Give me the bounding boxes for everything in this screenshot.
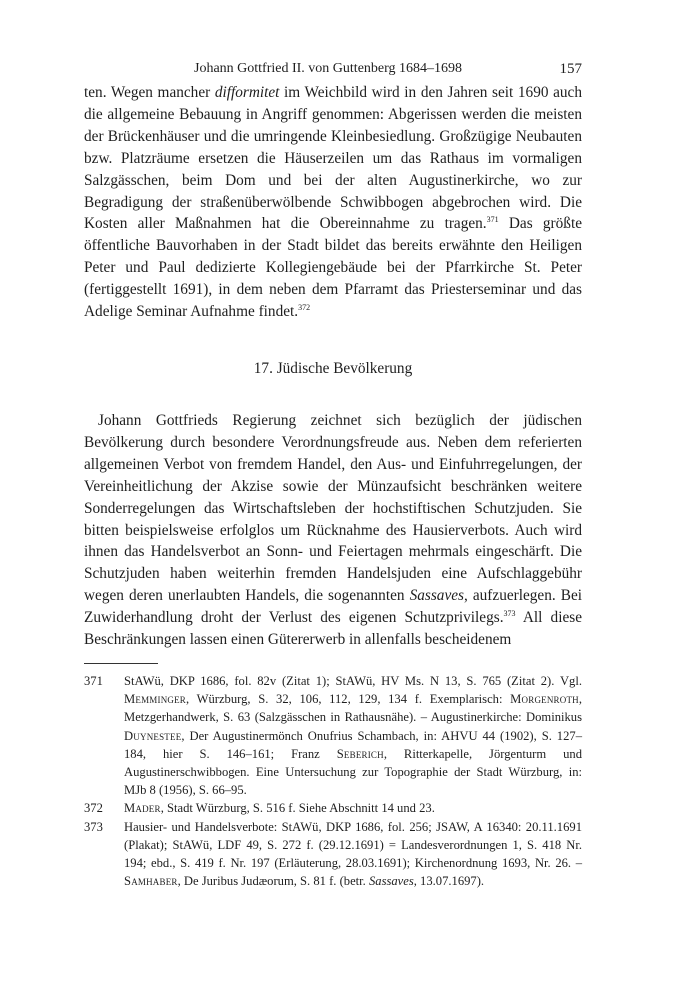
footnote-number: 373 (84, 819, 103, 834)
footnote-number: 372 (84, 801, 103, 816)
author-name: Memminger (124, 692, 186, 707)
footnote-text: Hausier- und Handelsverbote: StAWü, DKP 1686, fol. 256; JSAW, A 16340: 20.11.1691 (Plakat); StAWü, LDF 49, S. 272 f. (29.12.1691) = Landesverordnungen 1, S. 418 Nr. 194; ebd., S. 419 f. Nr. 197 (Erläuterung, 28.03.1691); Kirchenordnung 1693, Nr. 26. – (124, 819, 582, 870)
footnote-text: , Metzgerhandwerk, S. 63 (Salzgässchen in Rathausnähe). – Augustinerkirche: Dominikus (124, 692, 582, 725)
author-name: Mader (124, 801, 161, 816)
footnote-divider (84, 663, 158, 664)
page-number: 157 (559, 61, 582, 77)
footnote-text: , De Juribus Judæorum, S. 81 f. (betr. (177, 874, 369, 889)
running-title: Johann Gottfried II. von Guttenberg 1684–1698 (194, 61, 463, 76)
section-paragraph (84, 410, 582, 651)
running-header (84, 56, 582, 82)
author-name: Morgenroth (510, 692, 579, 707)
section-heading: 17. Jüdische Bevölkerung (253, 359, 413, 377)
body-text: Das größte öffentliche Bauvorhaben in der Stadt bildet das bereits erwähnte den Heiligen Peter und Paul dedizierte Kollegiengebäude bei der Pfarrkirche St. Peter (fertiggestellt 1691), in dem neben dem Pfarramt das Priesterseminar und das Adelige Seminar Aufnahme findet. (84, 215, 582, 321)
footnote-text: , Der Augustinermönch Onufrius Schambach, in: AHVU 44 (1902), S. 127–184, hier S. 146–161; Franz (124, 728, 582, 761)
emphasis-term: Sassaves (368, 874, 414, 889)
body-text: , aufzuerlegen. Bei Zuwiderhandlung droht der Verlust des eigenen Schutzprivilegs. (84, 587, 582, 627)
book-page (84, 56, 582, 890)
body-text: Johann Gottfrieds Regierung zeichnet sich bezüglich der jüdischen Bevölkerung durch besondere Verordnungsfreude aus. Neben dem referierten allgemeinen Verbot von fremdem Handel, den Aus- und Einfuhrregelungen, der Vereinheitlichung der Akzise sowie der Münzaufsicht beschränken weitere Sonderregelungen das Wirtschaftsleben der hochstiftischen Schutzjuden. Sie bitten beispielsweise erfolglos um Rücknahme des Hausierverbots. Auch wird ihnen das Handelsverbot an Sonn- und Feiertagen mehrmals eingeschärft. Die Schutzjuden haben weiterhin fremden Handelsjuden eine Aufschlaggebühr wegen deren unerlaubten Handels, die sogenannten (84, 411, 582, 605)
footnote-text: , 13.07.1697). (413, 874, 485, 889)
author-name: Seberich (336, 746, 384, 761)
author-name: Duynestee (124, 728, 182, 743)
body-paragraph (84, 82, 582, 323)
footnote-text: , Stadt Würzburg, S. 516 f. Siehe Abschnitt 14 und 23. (160, 801, 435, 816)
author-name: Samhaber (124, 874, 178, 889)
footnote-372 (84, 799, 582, 817)
footnote-ref-373[interactable]: 373 (503, 609, 516, 619)
emphasis-term: difformitet (214, 84, 280, 101)
footnote-text: StAWü, DKP 1686, fol. 82v (Zitat 1); StAWü, HV Ms. N 13, S. 765 (Zitat 2). Vgl. (124, 673, 582, 688)
body-text: ten. Wegen mancher (84, 84, 215, 101)
footnote-ref-371[interactable]: 371 (486, 215, 499, 225)
footnote-number: 371 (84, 673, 103, 688)
body-text: im Weichbild wird in den Jahren seit 1690 auch die allgemeine Bebauung in Angriff genommen: Abgerissen werden die meisten der Brückenhäuser und die umringende Kleinbesiedlung. Großzügige Neubauten bzw. Platzräume ersetzen die Häuserzeilen um das Rathaus im vormaligen Salzgässchen, beim Dom und bei der alten Augustinerkirche, wo zur Begradigung der straßenüberwölbende Schwibbogen abgebrochen wird. Die Kosten aller Maßnahmen hat die Obereinnahme zu tragen. (84, 84, 582, 233)
body-text: All diese Beschränkungen lassen einen Gütererwerb in allenfalls bescheidenem (84, 609, 582, 649)
footnote-373 (84, 818, 582, 891)
footnote-text: , Ritterkapelle, Jörgenturm und Augustinerschwibbogen. Eine Untersuchung zur Topographie der Stadt Würzburg, in: MJb 8 (1956), S. 66–95. (124, 746, 583, 798)
emphasis-term: Sassaves (409, 587, 464, 605)
footnote-text: , Würzburg, S. 32, 106, 112, 129, 134 f. Exemplarisch: (186, 692, 511, 707)
footnote-371 (84, 672, 582, 799)
footnote-ref-372[interactable]: 372 (298, 302, 311, 312)
